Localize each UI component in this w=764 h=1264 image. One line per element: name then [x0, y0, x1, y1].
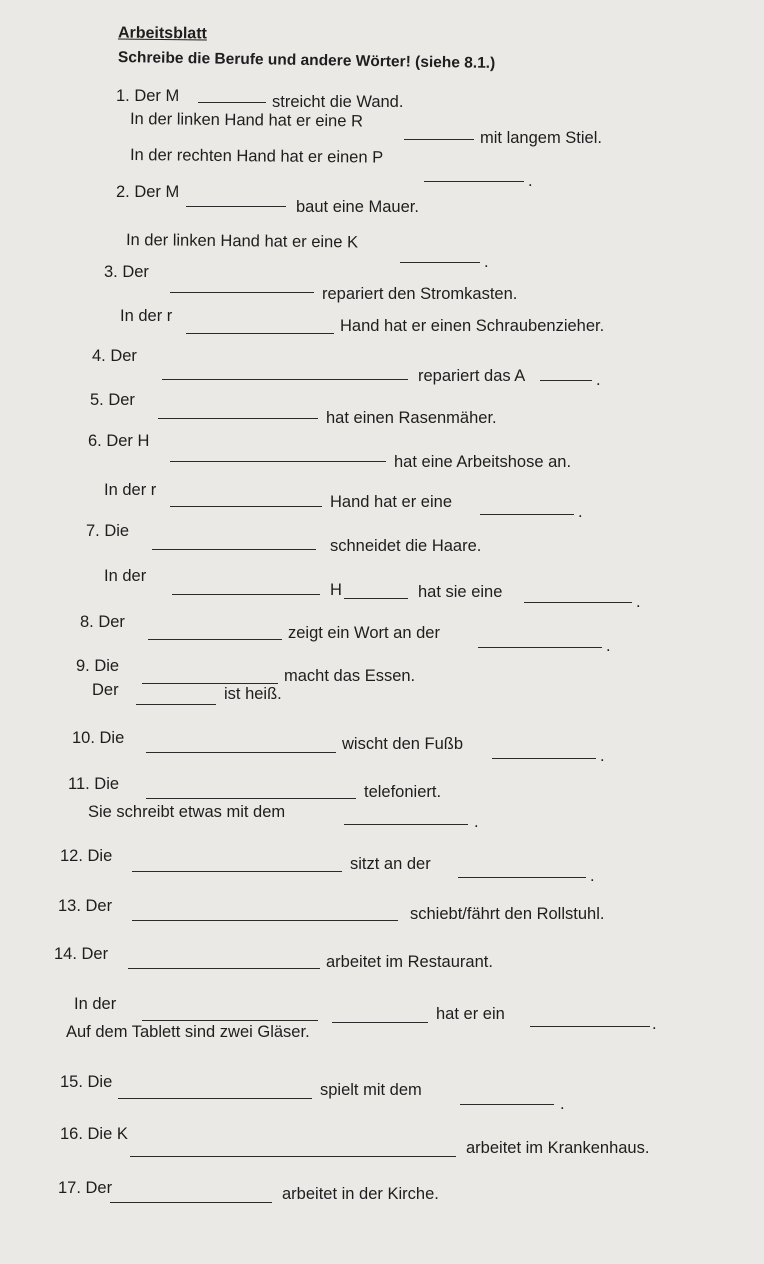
blank-4b[interactable] [540, 380, 592, 381]
line-7b-text-2: H [330, 581, 342, 599]
line-1b-text: In der linken Hand hat er eine R [129, 110, 364, 131]
blank-14b[interactable] [142, 1020, 318, 1021]
blank-14c[interactable] [332, 1022, 428, 1023]
blank-2b[interactable] [400, 262, 480, 263]
blank-7d[interactable] [524, 602, 632, 603]
line-1a-text-2: streicht die Wand. [272, 93, 404, 111]
line-8-text: 8. Der [80, 613, 125, 631]
blank-6a[interactable] [170, 461, 386, 462]
blank-10b[interactable] [492, 758, 596, 759]
blank-9b[interactable] [136, 704, 216, 705]
line-8-text-3: . [606, 637, 611, 655]
line-9a-text: 9. Die [76, 657, 120, 675]
line-14b-text-2: hat er ein [436, 1005, 505, 1023]
line-6b-text-3: . [578, 503, 583, 521]
line-15-text: 15. Die [60, 1073, 113, 1091]
blank-17[interactable] [110, 1202, 272, 1203]
blank-7b[interactable] [172, 594, 320, 595]
line-14c-text: Auf dem Tablett sind zwei Gläser. [66, 1023, 310, 1041]
blank-15b[interactable] [460, 1104, 554, 1105]
line-11b-text-2: . [474, 813, 479, 831]
line-13-text-2: schiebt/fährt den Rollstuhl. [410, 905, 605, 923]
line-3a-text: 3. Der [104, 263, 149, 281]
blank-4a[interactable] [162, 379, 408, 380]
blank-11a[interactable] [146, 798, 356, 799]
line-10-text: 10. Die [72, 729, 125, 747]
blank-6c[interactable] [480, 514, 574, 515]
line-1a-text: 1. Der M [116, 87, 180, 105]
worksheet-title: Arbeitsblatt [117, 24, 207, 43]
blank-3b[interactable] [186, 333, 334, 334]
line-9b-text: Der [92, 681, 119, 699]
line-1b-text-2: mit langem Stiel. [480, 129, 602, 147]
blank-10a[interactable] [146, 752, 336, 753]
line-5-text-2: hat einen Rasenmäher. [326, 409, 497, 427]
line-14a-text-2: arbeitet im Restaurant. [326, 953, 493, 971]
blank-5[interactable] [158, 418, 318, 419]
line-13-text: 13. Der [58, 897, 113, 915]
blank-3a[interactable] [170, 292, 314, 293]
line-15-text-2: spielt mit dem [320, 1081, 422, 1099]
line-3b-text-2: Hand hat er einen Schraubenzieher. [340, 317, 605, 335]
line-11a-text: 11. Die [68, 775, 120, 793]
line-3b-text: In der r [120, 307, 173, 325]
line-2a-text-2: baut eine Mauer. [296, 198, 419, 216]
line-3a-text-2: repariert den Stromkasten. [322, 285, 518, 303]
line-7a-text: 7. Die [86, 522, 130, 540]
line-12-text-3: . [590, 867, 595, 885]
line-15-text-3: . [560, 1095, 565, 1113]
blank-16[interactable] [130, 1156, 456, 1157]
line-12-text: 12. Die [60, 847, 113, 865]
line-11b-text: Sie schreibt etwas mit dem [88, 803, 286, 821]
line-7b-text-4: . [636, 593, 641, 611]
line-16-text-2: arbeitet im Krankenhaus. [466, 1139, 650, 1157]
blank-1c[interactable] [424, 181, 524, 182]
line-17-text-2: arbeitet in der Kirche. [282, 1185, 439, 1203]
line-12-text-2: sitzt an der [350, 855, 431, 873]
blank-11b[interactable] [344, 824, 468, 825]
blank-2a[interactable] [186, 206, 286, 207]
line-7b-text-3: hat sie eine [418, 583, 503, 601]
blank-1b[interactable] [404, 139, 474, 140]
line-4-text-2: repariert das A [418, 367, 526, 385]
blank-7c[interactable] [344, 598, 408, 599]
line-6b-text: In der r [104, 481, 157, 499]
line-16-text: 16. Die K [60, 1125, 128, 1143]
line-10-text-2: wischt den Fußb [342, 735, 464, 753]
line-2a-text: 2. Der M [116, 183, 180, 201]
blank-12b[interactable] [458, 877, 586, 878]
blank-14d[interactable] [530, 1026, 650, 1027]
line-2b-text: In der linken Hand hat er eine K [125, 231, 359, 252]
line-1c-text-2: . [528, 172, 533, 190]
line-14b-text-3: . [652, 1015, 657, 1033]
line-14a-text: 14. Der [54, 945, 109, 963]
line-2b-text-2: . [484, 253, 489, 271]
line-9b-text-2: ist heiß. [224, 685, 282, 703]
line-6a-text-2: hat eine Arbeitshose an. [394, 453, 572, 471]
line-11a-text-2: telefoniert. [364, 783, 442, 801]
line-4-text-3: . [596, 371, 601, 389]
blank-7a[interactable] [152, 549, 316, 550]
line-1c-text: In der rechten Hand hat er einen P [129, 146, 384, 167]
blank-1a[interactable] [198, 102, 266, 103]
line-6a-text: 6. Der H [88, 432, 150, 450]
line-7a-text-2: schneidet die Haare. [330, 537, 482, 555]
blank-14a[interactable] [128, 968, 320, 969]
blank-8a[interactable] [148, 639, 282, 640]
line-10-text-3: . [600, 747, 605, 765]
line-7b-text: In der [104, 567, 147, 585]
line-6b-text-2: Hand hat er eine [330, 493, 453, 511]
worksheet-instruction: Schreibe die Berufe und andere Wörter! (siehe 8.1.) [117, 49, 496, 72]
blank-13[interactable] [132, 920, 398, 921]
blank-8b[interactable] [478, 647, 602, 648]
line-17-text: 17. Der [58, 1179, 113, 1197]
blank-12a[interactable] [132, 871, 342, 872]
blank-6b[interactable] [170, 506, 322, 507]
line-4-text: 4. Der [92, 347, 137, 365]
blank-15a[interactable] [118, 1098, 312, 1099]
line-5-text: 5. Der [90, 391, 135, 409]
line-8-text-2: zeigt ein Wort an der [288, 624, 440, 642]
line-9a-text-2: macht das Essen. [284, 667, 416, 685]
line-14b-text: In der [74, 995, 117, 1013]
